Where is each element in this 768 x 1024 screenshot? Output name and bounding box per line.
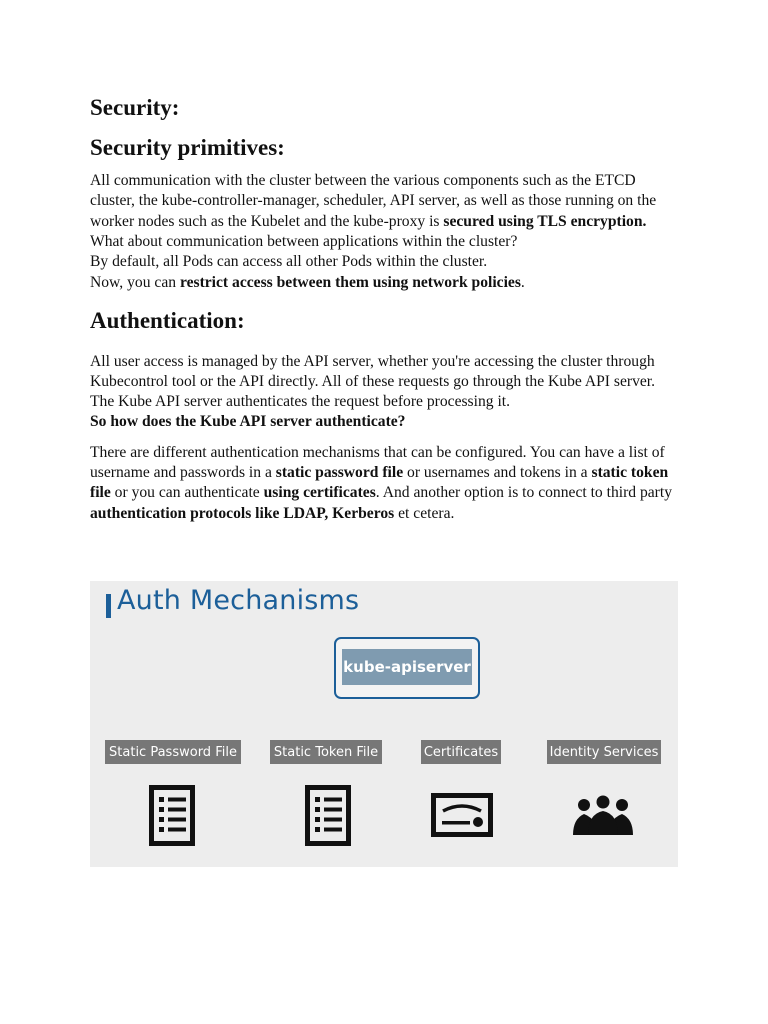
heading-authentication: Authentication:: [90, 307, 245, 333]
mechanism-label-certificates: Certificates: [421, 740, 501, 764]
text: By default, all Pods can access all other Pods within the cluster.: [90, 253, 488, 271]
document-body: [90, 88, 682, 524]
mechanism-label-static-password: Static Password File: [105, 740, 241, 764]
text: or you can authenticate: [110, 484, 264, 502]
text: All communication with the cluster between the various components such as the ETCD cluster, the kube-controller-manager, scheduler, API server, as well as those running on the worker nodes such as the Kubelet and the kube-proxy is: [90, 172, 657, 230]
text: Now, you can: [90, 273, 180, 291]
heading-security-primitives: Security primitives:: [90, 134, 285, 160]
group-users-icon: [572, 795, 634, 837]
bold-text: secured using TLS encryption.: [443, 212, 647, 230]
paragraph-security-primitives: [90, 171, 682, 293]
text: et cetera.: [394, 504, 455, 522]
bold-text: authentication protocols like LDAP, Kerberos: [90, 504, 395, 522]
kube-apiserver-box: [334, 637, 480, 699]
mechanism-label-identity-services: Identity Services: [547, 740, 661, 764]
figure-title: Auth Mechanisms: [117, 585, 360, 616]
text: or usernames and tokens in a: [403, 464, 592, 482]
heading-security: Security:: [90, 95, 180, 120]
bold-text: static password file: [275, 464, 404, 482]
text: .: [520, 273, 525, 291]
title-accent-bar: [106, 594, 111, 618]
paragraph-api-server: [90, 352, 682, 433]
list-document-icon: [305, 785, 353, 847]
auth-mechanisms-figure: [90, 581, 678, 867]
bold-text: restrict access between them using network policies: [179, 273, 521, 291]
text: All user access is managed by the API server, whether you're accessing the cluster through Kubecontrol tool or the API directly. All of these requests go through the Kube API server. The Kube API server authenticates the request before processing it.: [90, 352, 656, 411]
text: There are different authentication mechanisms that can be configured. You can have a list of username and passwords in a: [90, 443, 665, 482]
bold-text: using certificates: [263, 484, 376, 502]
mechanism-label-static-token: Static Token File: [270, 740, 382, 764]
list-document-icon: [149, 785, 197, 847]
paragraph-mechanisms: [90, 443, 682, 524]
text: . And another option is to connect to third party: [375, 484, 673, 502]
text: What about communication between applications within the cluster?: [90, 233, 518, 251]
bold-text: static token file: [90, 464, 669, 502]
kube-apiserver-label: kube-apiserver: [342, 649, 472, 685]
bold-text: So how does the Kube API server authenticate?: [90, 413, 406, 431]
certificate-icon: [431, 793, 493, 837]
